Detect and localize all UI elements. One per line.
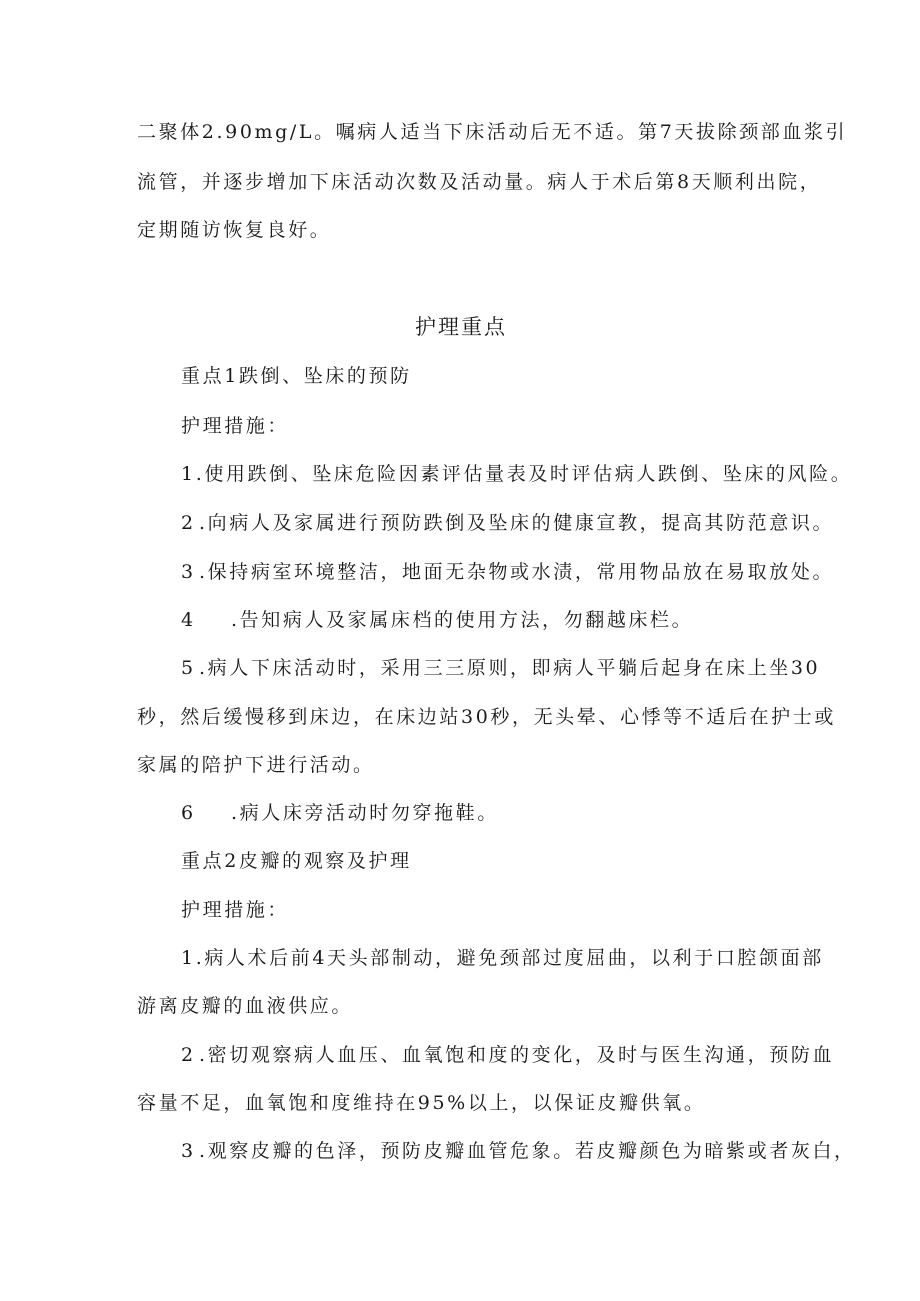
key1-item-5 <box>181 656 820 680</box>
item-number: 6 <box>181 802 196 824</box>
item-number: 1. <box>181 947 205 969</box>
key1-item-1 <box>181 462 852 486</box>
key1-heading: 重点1跌倒、坠床的预防 <box>181 365 412 387</box>
key2-item-1-cont-1: 游离皮瓣的血液供应。 <box>137 995 354 1017</box>
item-number: 5 <box>181 657 196 679</box>
key1-item-4 <box>181 608 693 632</box>
item-text: .保持病室环境整洁，地面无杂物或水渍，常用物品放在易取放处。 <box>199 561 835 583</box>
key2-item-1 <box>181 946 824 970</box>
key1-item-5-cont-2: 家属的陪护下进行活动。 <box>137 754 375 776</box>
key1-measures-label: 护理措施： <box>181 415 290 437</box>
key1-item-3 <box>181 560 834 584</box>
key1-item-6 <box>181 801 499 825</box>
item-text: 病人术后前4天头部制动，避免颈部过度屈曲，以利于口腔颌面部 <box>204 947 824 969</box>
key1-item-5-cont-1: 秒，然后缓慢移到床边，在床边站30秒，无头晕、心悸等不适后在护士或 <box>137 706 836 728</box>
item-number: 1. <box>181 463 205 485</box>
key2-measures-label: 护理措施： <box>181 899 290 921</box>
key2-heading: 重点2皮瓣的观察及护理 <box>181 850 412 872</box>
item-text: .病人下床活动时，采用三三原则，即病人平躺后起身在床上坐30 <box>199 657 821 679</box>
item-number: 2 <box>181 1044 196 1066</box>
intro-line-1: 二聚体2.90mg/L。嘱病人适当下床活动后无不适。第7天拔除颈部血浆引 <box>137 121 848 143</box>
intro-line-2: 流管，并逐步增加下床活动次数及活动量。病人于术后第8天顺利出院， <box>137 171 822 193</box>
section-title: 护理重点 <box>415 315 507 339</box>
item-number: 2 <box>181 512 196 534</box>
item-number: 4 <box>181 609 196 631</box>
item-text: .密切观察病人血压、血氧饱和度的变化，及时与医生沟通，预防血 <box>199 1044 835 1066</box>
key1-item-2 <box>181 511 834 535</box>
item-number: 3 <box>181 1140 196 1162</box>
key2-item-3 <box>181 1139 856 1163</box>
key2-item-2 <box>181 1043 834 1067</box>
key2-item-2-cont-1: 容量不足，血氧饱和度维持在95%以上，以保证皮瓣供氧。 <box>137 1092 706 1114</box>
intro-line-3: 定期随访恢复良好。 <box>137 219 332 241</box>
item-text: 使用跌倒、坠床危险因素评估量表及时评估病人跌倒、坠床的风险。 <box>204 463 853 485</box>
item-number: 3 <box>181 561 196 583</box>
item-text: .观察皮瓣的色泽，预防皮瓣血管危象。若皮瓣颜色为暗紫或者灰白， <box>199 1140 856 1162</box>
item-text: .向病人及家属进行预防跌倒及坠床的健康宣教，提高其防范意识。 <box>199 512 835 534</box>
item-text: .病人床旁活动时勿穿拖鞋。 <box>231 802 499 824</box>
item-text: .告知病人及家属床档的使用方法，勿翻越床栏。 <box>231 609 694 631</box>
